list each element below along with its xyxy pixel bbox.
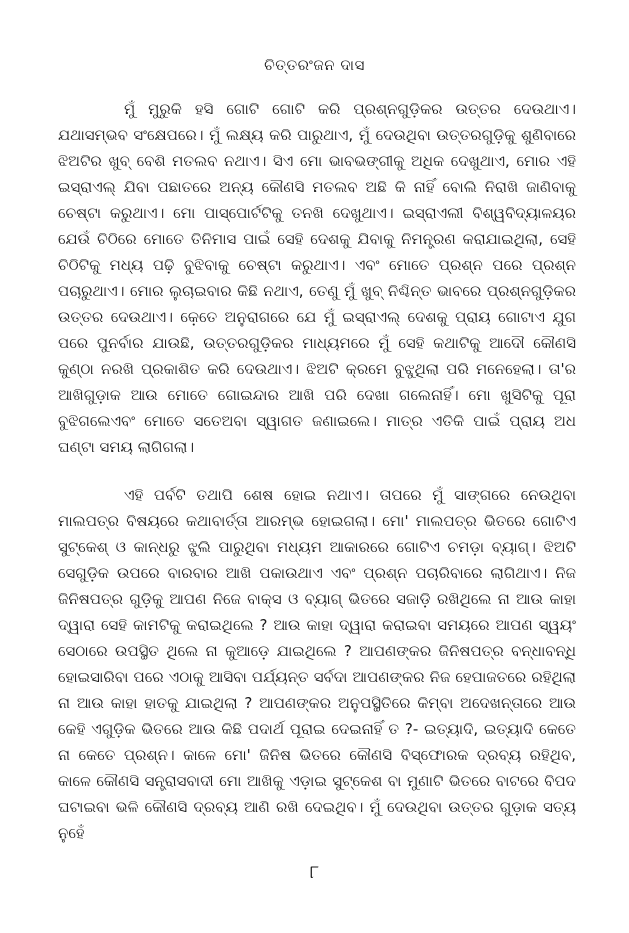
- paragraph-1: ମୁଁ ମୁରୁକି ହସି ଗୋଟି ଗୋଟି କରି ପ୍ରଶ୍ନଗୁଡ଼ିକର ଉତ୍ତର ଦେଉଥାଏ। ଯଥାସମ୍ଭବ ସଂକ୍ଷେପରେ। ମୁଁ ଲକ୍ଷ୍ୟ କରି ପାରୁଥାଏ, ମୁଁ ଦେଉଥିବା ଉତ୍ତରଗୁଡ଼ିକୁ ଶୁଣିବାରେ ଝିଅଟିର ଖୁବ୍ ବେଶି ମତଲବ ନଥାଏ। ସିଏ ମୋ ଭାବଭଙ୍ଗୀକୁ ଅଧିକ ଦେଖୁଥାଏ, ମୋର ଏହି ଇସ୍ରାଏଲ୍ ଯିବା ପଛାତରେ ଅନ୍ୟ କୌଣସି ମତଲବ ଅଛି କି ନାହିଁ ବୋଲି ନିରାଖି ଜାଣିବାକୁ ଚେଷ୍ଟା କରୁଥାଏ। ମୋ ପାସ୍‌ପୋର୍ଟଟିକୁ ତନଖି ଦେଖୁଥାଏ। ଇସ୍ରାଏଲୀ ବିଶ୍ୱବିଦ୍ୟାଳୟର ଯେଉଁ ଚିଠିରେ ମୋତେ ତିନିମାସ ପାଇଁ ସେହି ଦେଶକୁ ଯିବାକୁ ନିମନ୍ତ୍ରଣ କରାଯାଇଥିଲା, ସେହି ଚିଠିଟିକୁ ମଧ୍ୟ ପଢ଼ି ବୁଝିବାକୁ ଚେଷ୍ଟା କରୁଥାଏ। ଏବଂ ମୋତେ ପ୍ରଶ୍ନ ପରେ ପ୍ରଶ୍ନ ପଚାରୁଥାଏ। ମୋର ଲୁଚାଇବାର କିଛି ନଥାଏ, ତେଣୁ ମୁଁ ଖୁବ୍ ନିଶ୍ଚିନ୍ତ ଭାବରେ ପ୍ରଶ୍ନଗୁଡ଼ିକର ଉତ୍ତର ଦେଉଥାଏ। କେତେ଼ ଅନୁରାଗରେ ଯେ ମୁଁ ଇସ୍ରାଏଲ୍ ଦେଶକୁ ପ୍ରାୟ ଗୋଟାଏ ଯୁଗ ପରେ ପୁନର୍ବାର ଯାଉଛି, ଉତ୍ତରଗୁଡ଼ିକର ମାଧ୍ୟମରେ ମୁଁ ସେହି କଥାଟିକୁ ଆଦୌ କୌଣସି କୁଣ୍ଠା ନରଖି ପ୍ରକାଶିତ କରି ଦେଉଥାଏ। ଝିଅଟି କ୍ରମେ ବୁଝୁଥିଲା ପରି ମନେହେଲା। ତା'ର ଆଖିଗୁଡ଼ାକ ଆଉ ମୋତେ ଗୋଇନ୍ଦାର ଆଖି ପରି ଦେଖା ଗଲେନାହିଁ। ମୋ ଖୁସିଟିକୁ ପୂରା ବୁଝିଗଲେଏବଂ ମୋତେ ସତେଅବା ସ୍ୱାଗତ ଜଣାଇଲେ। ମାତ୍ର ଏତିକି ପାଇଁ ପ୍ରାୟ ଅଧ ଘଣ୍ଟା ସମୟ ଲାଗିଗଲା।: [58, 100, 576, 456]
- paragraph-2: ଏହି ପର୍ବଟି ତଥାପି ଶେଷ ହୋଇ ନଥାଏ। ତାପରେ ମୁଁ ସାଙ୍ଗରେ ନେଉଥିବା ମାଲପତ୍ର ବିଷୟରେ କଥାବାର୍ତ୍ତା ଆରମ୍ଭ ହୋଇଗଲା। ମୋ' ମାଲପତ୍ର ଭିତରେ ଗୋଟିଏ ସୁଟ୍‌କେଶ୍ ଓ କାନ୍ଧରୁ ଝୁଲି ପାରୁଥିବା ମଧ୍ୟମ ଆକାରରେ ଗୋଟିଏ ଚମଡ଼ା ବ୍ୟାଗ୍। ଝିଅଟି ସେଗୁଡ଼ିକ ଉପରେ ବାରବାର ଆଖି ପକାଉଥାଏ ଏବଂ ପ୍ରଶ୍ନ ପଚାରିବାରେ ଲାଗିଥାଏ। ନିଜ ଜିନିଷପତ୍ର ଗୁଡ଼ିକୁ ଆପଣ ନିଜେ ବାକ୍ସ ଓ ବ୍ୟାଗ୍ ଭିତରେ ସଜାଡ଼ି ରଖିଥିଲେ ନା ଆଉ କାହା ଦ୍ୱାରା ସେହି କାମଟିକୁ କରାଇଥିଲେ ? ଆଉ କାହା ଦ୍ୱାରା କରାଇବା ସମୟରେ ଆପଣ ସ୍ୱୟଂ ସେଠାରେ ଉପସ୍ଥିତ ଥିଲେ ନା କୁଆଡ଼େ ଯାଇଥିଲେ ? ଆପଣଙ୍କର ଜିନିଷପତ୍ର ବନ୍ଧାବନ୍ଧି ହୋଇସାରିବା ପରେ ଏଠାକୁ ଆସିବା ପର୍ଯ୍ୟନ୍ତ ସର୍ବଦା ଆପଣଙ୍କର ନିଜ ହେପାଜତରେ ରହିଥିଲା ନା ଆଉ କାହା ହାତକୁ ଯାଇଥିଲା ? ଆପଣଙ୍କର ଅନୁପସ୍ଥିତିରେ କିମ୍ବା ଅଦେଖନ୍ତାରେ ଆଉ କେହି ଏଗୁଡ଼ିକ ଭିତରେ ଆଉ କିଛି ପଦାର୍ଥ ପୂରାଇ ଦେଇନାହିଁ ତ ?- ଇତ୍ୟାଦି, ଇତ୍ୟାଦି କେତେ ନା କେତେ ପ୍ରଶ୍ନ। କାଳେ ମୋ' ଜିନିଷ ଭିତରେ କୌଣସି ବିସ୍ଫୋରକ ଦ୍ରବ୍ୟ ରହିଥିବ, କାଳେ କୌଣସି ସନ୍ତ୍ରାସବାଦୀ ମୋ ଆଖିକୁ ଏଡ଼ାଇ ସୁଟ୍‌କେଶ ବା ମୁଣାଟି ଭିତରେ ବାଟରେ ବିପଦ ଘଟାଇବା ଭଳି କୌଣସି ଦ୍ରବ୍ୟ ଆଣି ରଖି ଦେଇଥିବ। ମୁଁ ଦେଉଥିବା ଉତ୍ତର ଗୁଡ଼ାକ ସତ୍ୟ ନୁହେଁ: [58, 486, 576, 842]
- running-header-author: ଚିତ୍ତରଂଜନ ଦାସ: [264, 56, 365, 74]
- body-text: [58, 96, 576, 846]
- page-number: ୮: [309, 862, 320, 883]
